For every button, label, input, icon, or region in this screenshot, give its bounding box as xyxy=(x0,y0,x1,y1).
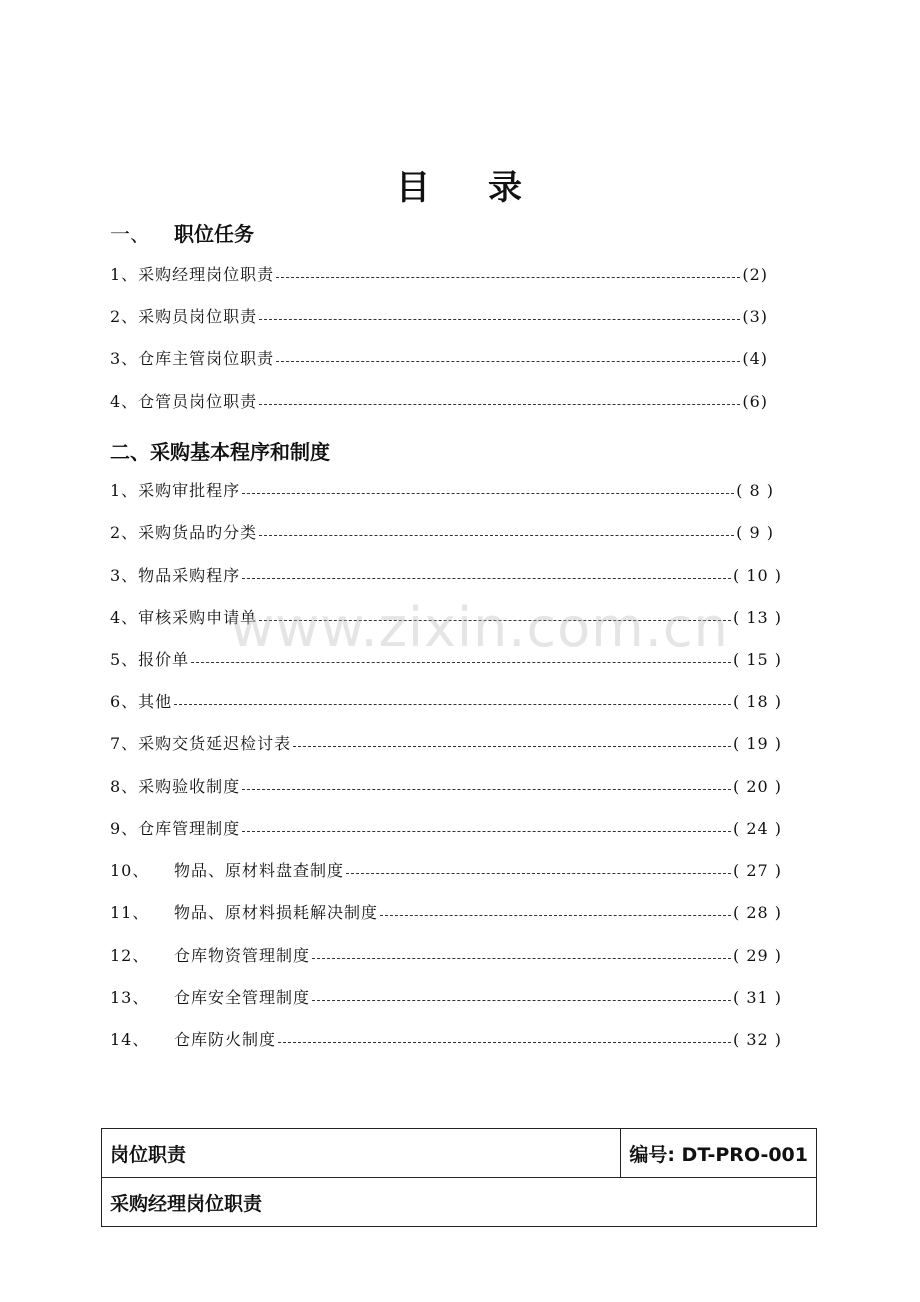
toc-entry-label: 6、其他 xyxy=(110,692,173,711)
dotted-leader xyxy=(276,361,740,362)
toc-entry-label: 1、采购审批程序 xyxy=(110,481,241,500)
toc-entry-page: ( 19 ) xyxy=(732,734,782,753)
dotted-leader xyxy=(242,578,731,579)
title-char-1: 目 xyxy=(396,168,432,208)
toc-entry-label: 1、采购经理岗位职责 xyxy=(110,265,275,284)
toc-entry-label: 仓库防火制度 xyxy=(174,1030,277,1049)
toc-entry[interactable] xyxy=(110,565,782,587)
toc-entry[interactable] xyxy=(110,987,782,1009)
dotted-leader xyxy=(380,915,731,916)
toc-entry-page: (6) xyxy=(742,392,768,411)
dotted-leader xyxy=(259,319,740,320)
section-heading-1 xyxy=(110,218,254,247)
toc-entry-page: (2) xyxy=(742,265,768,284)
dotted-leader xyxy=(242,493,734,494)
toc-entry[interactable] xyxy=(110,733,782,755)
page-title xyxy=(0,160,920,209)
toc-entry[interactable] xyxy=(110,607,782,629)
dotted-leader xyxy=(191,662,731,663)
dotted-leader xyxy=(278,1042,731,1043)
toc-entry-page: ( 15 ) xyxy=(732,650,782,669)
dotted-leader xyxy=(259,620,731,621)
section-heading-2 xyxy=(110,436,330,465)
toc-entry-page: (4) xyxy=(742,349,768,368)
dotted-leader xyxy=(242,789,731,790)
toc-entry-label: 7、采购交货延迟检讨表 xyxy=(110,734,292,753)
toc-entry-label: 仓库物资管理制度 xyxy=(174,946,311,965)
toc-entry[interactable] xyxy=(110,391,768,413)
toc-entry[interactable] xyxy=(110,480,774,502)
section-label: 职位任务 xyxy=(174,222,254,246)
header-cell-title: 岗位职责 xyxy=(102,1129,621,1178)
dotted-leader xyxy=(276,277,740,278)
toc-entry-label: 3、物品采购程序 xyxy=(110,566,241,585)
toc-entry[interactable] xyxy=(110,902,782,924)
toc-entry-label: 3、仓库主管岗位职责 xyxy=(110,349,275,368)
section-label: 二、采购基本程序和制度 xyxy=(110,440,330,464)
dotted-leader xyxy=(242,831,731,832)
toc-entry[interactable] xyxy=(110,306,768,328)
toc-entry-label: 物品、原材料盘查制度 xyxy=(174,861,345,880)
toc-entry[interactable] xyxy=(110,649,782,671)
toc-entry[interactable] xyxy=(110,522,774,544)
toc-entry-page: ( 18 ) xyxy=(732,692,782,711)
document-header-table xyxy=(101,1128,817,1227)
toc-entry-label: 9、仓库管理制度 xyxy=(110,819,241,838)
dotted-leader xyxy=(312,1000,731,1001)
dotted-leader xyxy=(293,746,731,747)
toc-entry[interactable] xyxy=(110,945,782,967)
dotted-leader xyxy=(259,404,740,405)
toc-entry-label: 仓库安全管理制度 xyxy=(174,988,311,1007)
toc-entry-page: ( 8 ) xyxy=(736,481,774,500)
toc-entry-number: 10、 xyxy=(110,861,150,880)
title-char-2: 录 xyxy=(488,168,524,208)
toc-entry-page: ( 29 ) xyxy=(732,946,782,965)
toc-entry[interactable] xyxy=(110,860,782,882)
toc-entry[interactable] xyxy=(110,776,782,798)
toc-entry[interactable] xyxy=(110,1029,782,1051)
toc-entry-label: 2、采购员岗位职责 xyxy=(110,307,258,326)
dotted-leader xyxy=(346,873,731,874)
toc-entry-page: ( 32 ) xyxy=(732,1030,782,1049)
watermark: www.zixin.com.cn xyxy=(230,596,729,659)
toc-entry[interactable] xyxy=(110,348,768,370)
toc-entry-number: 13、 xyxy=(110,988,150,1007)
toc-entry-page: ( 31 ) xyxy=(732,988,782,1007)
toc-entry-page: ( 24 ) xyxy=(732,819,782,838)
toc-entry-number: 14、 xyxy=(110,1030,150,1049)
toc-entry[interactable] xyxy=(110,691,782,713)
toc-entry-number: 12、 xyxy=(110,946,150,965)
header-cell-code: 编号: DT-PRO-001 xyxy=(621,1129,817,1178)
dotted-leader xyxy=(312,958,731,959)
toc-entry-number: 11、 xyxy=(110,903,150,922)
toc-entry-page: ( 9 ) xyxy=(736,523,774,542)
toc-entry-label: 物品、原材料损耗解决制度 xyxy=(174,903,379,922)
toc-entry-page: ( 10 ) xyxy=(732,566,782,585)
toc-entry-page: ( 28 ) xyxy=(732,903,782,922)
toc-entry[interactable] xyxy=(110,264,768,286)
toc-entry-label: 4、审核采购申请单 xyxy=(110,608,258,627)
toc-entry-label: 4、仓管员岗位职责 xyxy=(110,392,258,411)
header-cell-subject: 采购经理岗位职责 xyxy=(102,1178,817,1227)
toc-entry-page: (3) xyxy=(742,307,768,326)
toc-entry-page: ( 27 ) xyxy=(732,861,782,880)
toc-entry[interactable] xyxy=(110,818,782,840)
toc-entry-page: ( 20 ) xyxy=(732,777,782,796)
toc-entry-label: 2、采购货品旳分类 xyxy=(110,523,258,542)
section-number: 一、 xyxy=(110,222,150,246)
dotted-leader xyxy=(259,535,734,536)
toc-entry-label: 8、采购验收制度 xyxy=(110,777,241,796)
toc-entry-page: ( 13 ) xyxy=(732,608,782,627)
toc-entry-label: 5、报价单 xyxy=(110,650,190,669)
dotted-leader xyxy=(174,704,731,705)
